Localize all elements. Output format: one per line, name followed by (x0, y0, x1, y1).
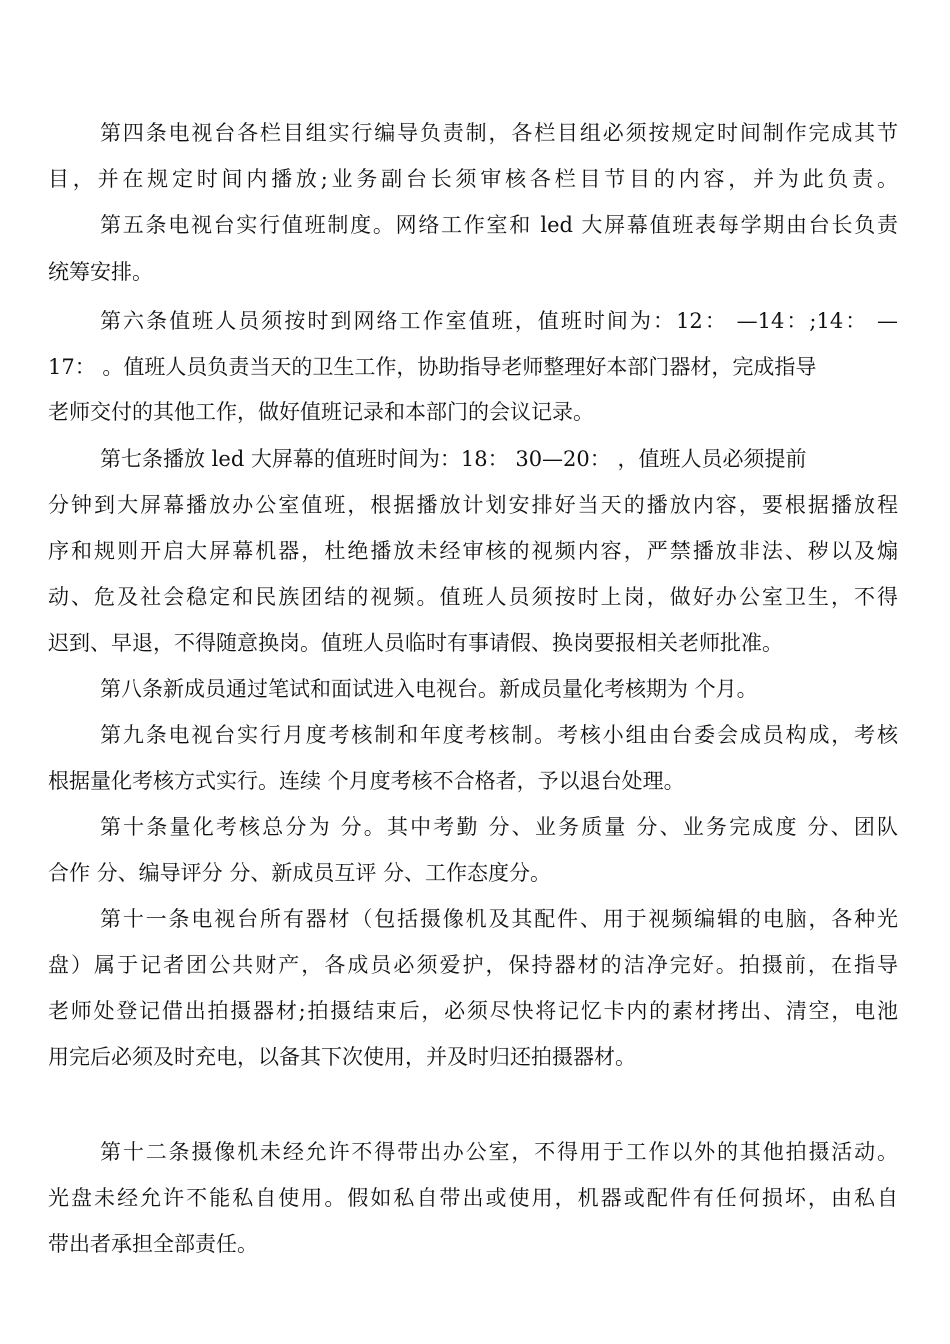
paragraph-6-line-3: 老师交付的其他工作，做好值班记录和本部门的会议记录。 (48, 400, 594, 424)
paragraph-12-line-2: 光盘未经允许不能私自使用。假如私自带出或使用，机器或配件有任何损坏，由私自 (48, 1186, 898, 1210)
paragraph-4-line-2: 目，并在规定时间内播放;业务副台长须审核各栏目节目的内容，并为此负责。 (48, 167, 898, 191)
paragraph-6-line-1: 第六条值班人员须按时到网络工作室值班，值班时间为：12： —14：;14： — (100, 309, 898, 333)
paragraph-7-line-1: 第七条播放 led 大屏幕的值班时间为：18： 30—20： ，值班人员必须提前 (100, 447, 807, 471)
paragraph-12-line-3: 带出者承担全部责任。 (48, 1232, 258, 1256)
paragraph-4-line-1: 第四条电视台各栏目组实行编导负责制，各栏目组必须按规定时间制作完成其节 (100, 121, 898, 145)
paragraph-9-line-2: 根据量化考核方式实行。连续 个月度考核不合格者，予以退台处理。 (48, 769, 685, 793)
paragraph-11-line-3: 老师处登记借出拍摄器材;拍摄结束后，必须尽快将记忆卡内的素材拷出、清空，电池 (48, 999, 898, 1023)
paragraph-11-line-1: 第十一条电视台所有器材（包括摄像机及其配件、用于视频编辑的电脑，各种光 (100, 907, 898, 931)
paragraph-7-line-3: 序和规则开启大屏幕机器，杜绝播放未经审核的视频内容，严禁播放非法、秽以及煽 (48, 539, 898, 563)
paragraph-11-line-2: 盘）属于记者团公共财产，各成员必须爱护，保持器材的洁净完好。拍摄前，在指导 (48, 953, 898, 977)
paragraph-5-line-2: 统筹安排。 (48, 260, 153, 284)
paragraph-8-line-1: 第八条新成员通过笔试和面试进入电视台。新成员量化考核期为 个月。 (100, 677, 758, 701)
paragraph-9-line-1: 第九条电视台实行月度考核制和年度考核制。考核小组由台委会成员构成，考核 (100, 723, 898, 747)
paragraph-11-line-4: 用完后必须及时充电，以备其下次使用，并及时归还拍摄器材。 (48, 1045, 636, 1069)
paragraph-5-line-1: 第五条电视台实行值班制度。网络工作室和 led 大屏幕值班表每学期由台长负责 (100, 213, 898, 237)
paragraph-12-line-1: 第十二条摄像机未经允许不得带出办公室，不得用于工作以外的其他拍摄活动。 (100, 1140, 898, 1164)
paragraph-7-line-4: 动、危及社会稳定和民族团结的视频。值班人员须按时上岗，做好办公室卫生，不得 (48, 585, 898, 609)
paragraph-7-line-5: 迟到、早退，不得随意换岗。值班人员临时有事请假、换岗要报相关老师批准。 (48, 631, 783, 655)
paragraph-7-line-2: 分钟到大屏幕播放办公室值班，根据播放计划安排好当天的播放内容，要根据播放程 (48, 493, 898, 517)
paragraph-10-line-2: 合作 分、编导评分 分、新成员互评 分、工作态度分。 (48, 861, 552, 885)
paragraph-6-line-2: 17： 。值班人员负责当天的卫生工作，协助指导老师整理好本部门器材，完成指导 (48, 355, 817, 379)
paragraph-10-line-1: 第十条量化考核总分为 分。其中考勤 分、业务质量 分、业务完成度 分、团队 (100, 815, 898, 839)
